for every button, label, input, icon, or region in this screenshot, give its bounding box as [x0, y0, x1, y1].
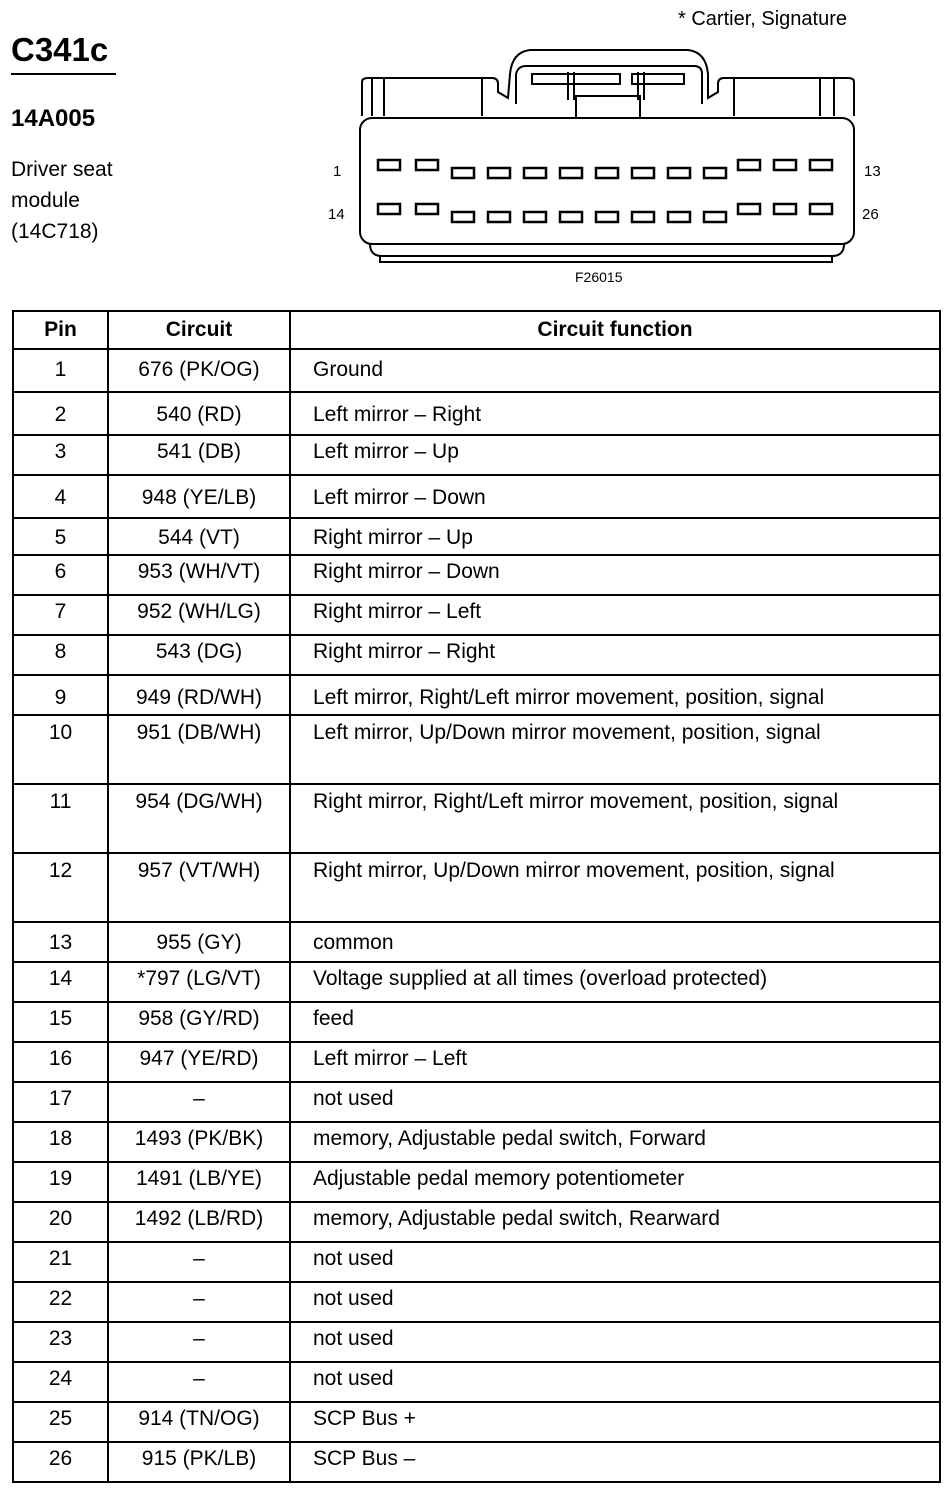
table-row: [13, 1042, 940, 1082]
pin-cell: 20: [13, 1202, 108, 1242]
pin-label-1: 1: [333, 163, 342, 180]
function-cell: Right mirror, Up/Down mirror movement, position, signal: [290, 853, 940, 922]
pin-cell: 17: [13, 1082, 108, 1122]
function-cell: Ground: [290, 349, 940, 392]
table-row: [13, 675, 940, 715]
pin-cell: 19: [13, 1162, 108, 1202]
circuit-cell: –: [108, 1082, 290, 1122]
circuit-cell: –: [108, 1282, 290, 1322]
function-cell: feed: [290, 1002, 940, 1042]
table-row: [13, 1282, 940, 1322]
circuit-cell: 955 (GY): [108, 922, 290, 962]
pin-cell: 12: [13, 853, 108, 922]
pin-label-14: 14: [328, 206, 345, 223]
table-row: [13, 518, 940, 555]
function-cell: Left mirror – Down: [290, 475, 940, 518]
pin-cell: 14: [13, 962, 108, 1002]
table-row: [13, 1242, 940, 1282]
pin-cell: 11: [13, 784, 108, 853]
table-row: [13, 349, 940, 392]
pin-cell: 2: [13, 392, 108, 435]
pin-cell: 16: [13, 1042, 108, 1082]
header-pin: Pin: [13, 311, 108, 349]
circuit-cell: 948 (YE/LB): [108, 475, 290, 518]
pin-cell: 24: [13, 1362, 108, 1402]
pin-cell: 22: [13, 1282, 108, 1322]
pin-cell: 1: [13, 349, 108, 392]
vehicle-note: * Cartier, Signature: [678, 8, 847, 30]
function-cell: common: [290, 922, 940, 962]
function-cell: not used: [290, 1322, 940, 1362]
function-cell: SCP Bus +: [290, 1402, 940, 1442]
function-cell: Right mirror – Up: [290, 518, 940, 555]
circuit-cell: 543 (DG): [108, 635, 290, 675]
pin-cell: 15: [13, 1002, 108, 1042]
circuit-cell: 957 (VT/WH): [108, 853, 290, 922]
pin-cell: 23: [13, 1322, 108, 1362]
table-row: [13, 1002, 940, 1042]
pin-cell: 13: [13, 922, 108, 962]
module-name-line-3: (14C718): [11, 220, 99, 243]
function-cell: Adjustable pedal memory potentiometer: [290, 1162, 940, 1202]
pin-table: [12, 310, 941, 1483]
circuit-cell: –: [108, 1242, 290, 1282]
function-cell: Voltage supplied at all times (overload protected): [290, 962, 940, 1002]
function-cell: not used: [290, 1362, 940, 1402]
circuit-cell: 1493 (PK/BK): [108, 1122, 290, 1162]
function-cell: Right mirror – Right: [290, 635, 940, 675]
circuit-cell: 958 (GY/RD): [108, 1002, 290, 1042]
table-row: [13, 922, 940, 962]
table-row: [13, 962, 940, 1002]
circuit-cell: 1492 (LB/RD): [108, 1202, 290, 1242]
pin-cell: 10: [13, 715, 108, 784]
header-circuit: Circuit: [108, 311, 290, 349]
function-cell: memory, Adjustable pedal switch, Forward: [290, 1122, 940, 1162]
circuit-cell: –: [108, 1362, 290, 1402]
function-cell: memory, Adjustable pedal switch, Rearward: [290, 1202, 940, 1242]
circuit-cell: *797 (LG/VT): [108, 962, 290, 1002]
table-row: [13, 635, 940, 675]
circuit-cell: –: [108, 1322, 290, 1362]
pin-cell: 26: [13, 1442, 108, 1482]
table-row: [13, 1082, 940, 1122]
pin-cell: 18: [13, 1122, 108, 1162]
circuit-cell: 954 (DG/WH): [108, 784, 290, 853]
table-row: [13, 475, 940, 518]
function-cell: Left mirror – Up: [290, 435, 940, 475]
circuit-cell: 915 (PK/LB): [108, 1442, 290, 1482]
table-row: [13, 1402, 940, 1442]
pin-cell: 6: [13, 555, 108, 595]
connector-id: C341c: [11, 31, 109, 68]
pin-cell: 3: [13, 435, 108, 475]
table-header-row: [13, 311, 940, 349]
table-row: [13, 435, 940, 475]
circuit-cell: 953 (WH/VT): [108, 555, 290, 595]
pin-cell: 5: [13, 518, 108, 555]
table-row: [13, 1202, 940, 1242]
function-cell: Right mirror – Left: [290, 595, 940, 635]
table-row: [13, 1162, 940, 1202]
table-row: [13, 1122, 940, 1162]
circuit-cell: 914 (TN/OG): [108, 1402, 290, 1442]
circuit-cell: 949 (RD/WH): [108, 675, 290, 715]
figure-id: F26015: [575, 269, 623, 285]
table-row: [13, 555, 940, 595]
circuit-cell: 540 (RD): [108, 392, 290, 435]
connector-face-diagram: [320, 44, 870, 266]
pin-cell: 7: [13, 595, 108, 635]
circuit-cell: 952 (WH/LG): [108, 595, 290, 635]
pin-cell: 9: [13, 675, 108, 715]
function-cell: Right mirror – Down: [290, 555, 940, 595]
table-row: [13, 715, 940, 784]
module-name-line-2: module: [11, 189, 80, 212]
circuit-cell: 544 (VT): [108, 518, 290, 555]
connector-id-underline: [11, 73, 116, 75]
table-row: [13, 595, 940, 635]
function-cell: not used: [290, 1242, 940, 1282]
table-row: [13, 853, 940, 922]
function-cell: Left mirror – Right: [290, 392, 940, 435]
table-row: [13, 1362, 940, 1402]
part-number: 14A005: [11, 105, 96, 132]
pin-label-13: 13: [864, 163, 881, 180]
table-row: [13, 1322, 940, 1362]
function-cell: Left mirror, Up/Down mirror movement, position, signal: [290, 715, 940, 784]
pin-cell: 4: [13, 475, 108, 518]
function-cell: Left mirror, Right/Left mirror movement, position, signal: [290, 675, 940, 715]
module-name-line-1: Driver seat: [11, 158, 113, 181]
pin-label-26: 26: [862, 206, 879, 223]
pin-cell: 25: [13, 1402, 108, 1442]
circuit-cell: 1491 (LB/YE): [108, 1162, 290, 1202]
circuit-cell: 947 (YE/RD): [108, 1042, 290, 1082]
function-cell: Left mirror – Left: [290, 1042, 940, 1082]
module-name: [11, 154, 151, 247]
function-cell: not used: [290, 1282, 940, 1322]
function-cell: not used: [290, 1082, 940, 1122]
table-row: [13, 392, 940, 435]
circuit-cell: 676 (PK/OG): [108, 349, 290, 392]
pin-cell: 21: [13, 1242, 108, 1282]
circuit-cell: 541 (DB): [108, 435, 290, 475]
function-cell: SCP Bus –: [290, 1442, 940, 1482]
function-cell: Right mirror, Right/Left mirror movement, position, signal: [290, 784, 940, 853]
header-function: Circuit function: [290, 311, 940, 349]
table-row: [13, 1442, 940, 1482]
pin-cell: 8: [13, 635, 108, 675]
circuit-cell: 951 (DB/WH): [108, 715, 290, 784]
table-row: [13, 784, 940, 853]
